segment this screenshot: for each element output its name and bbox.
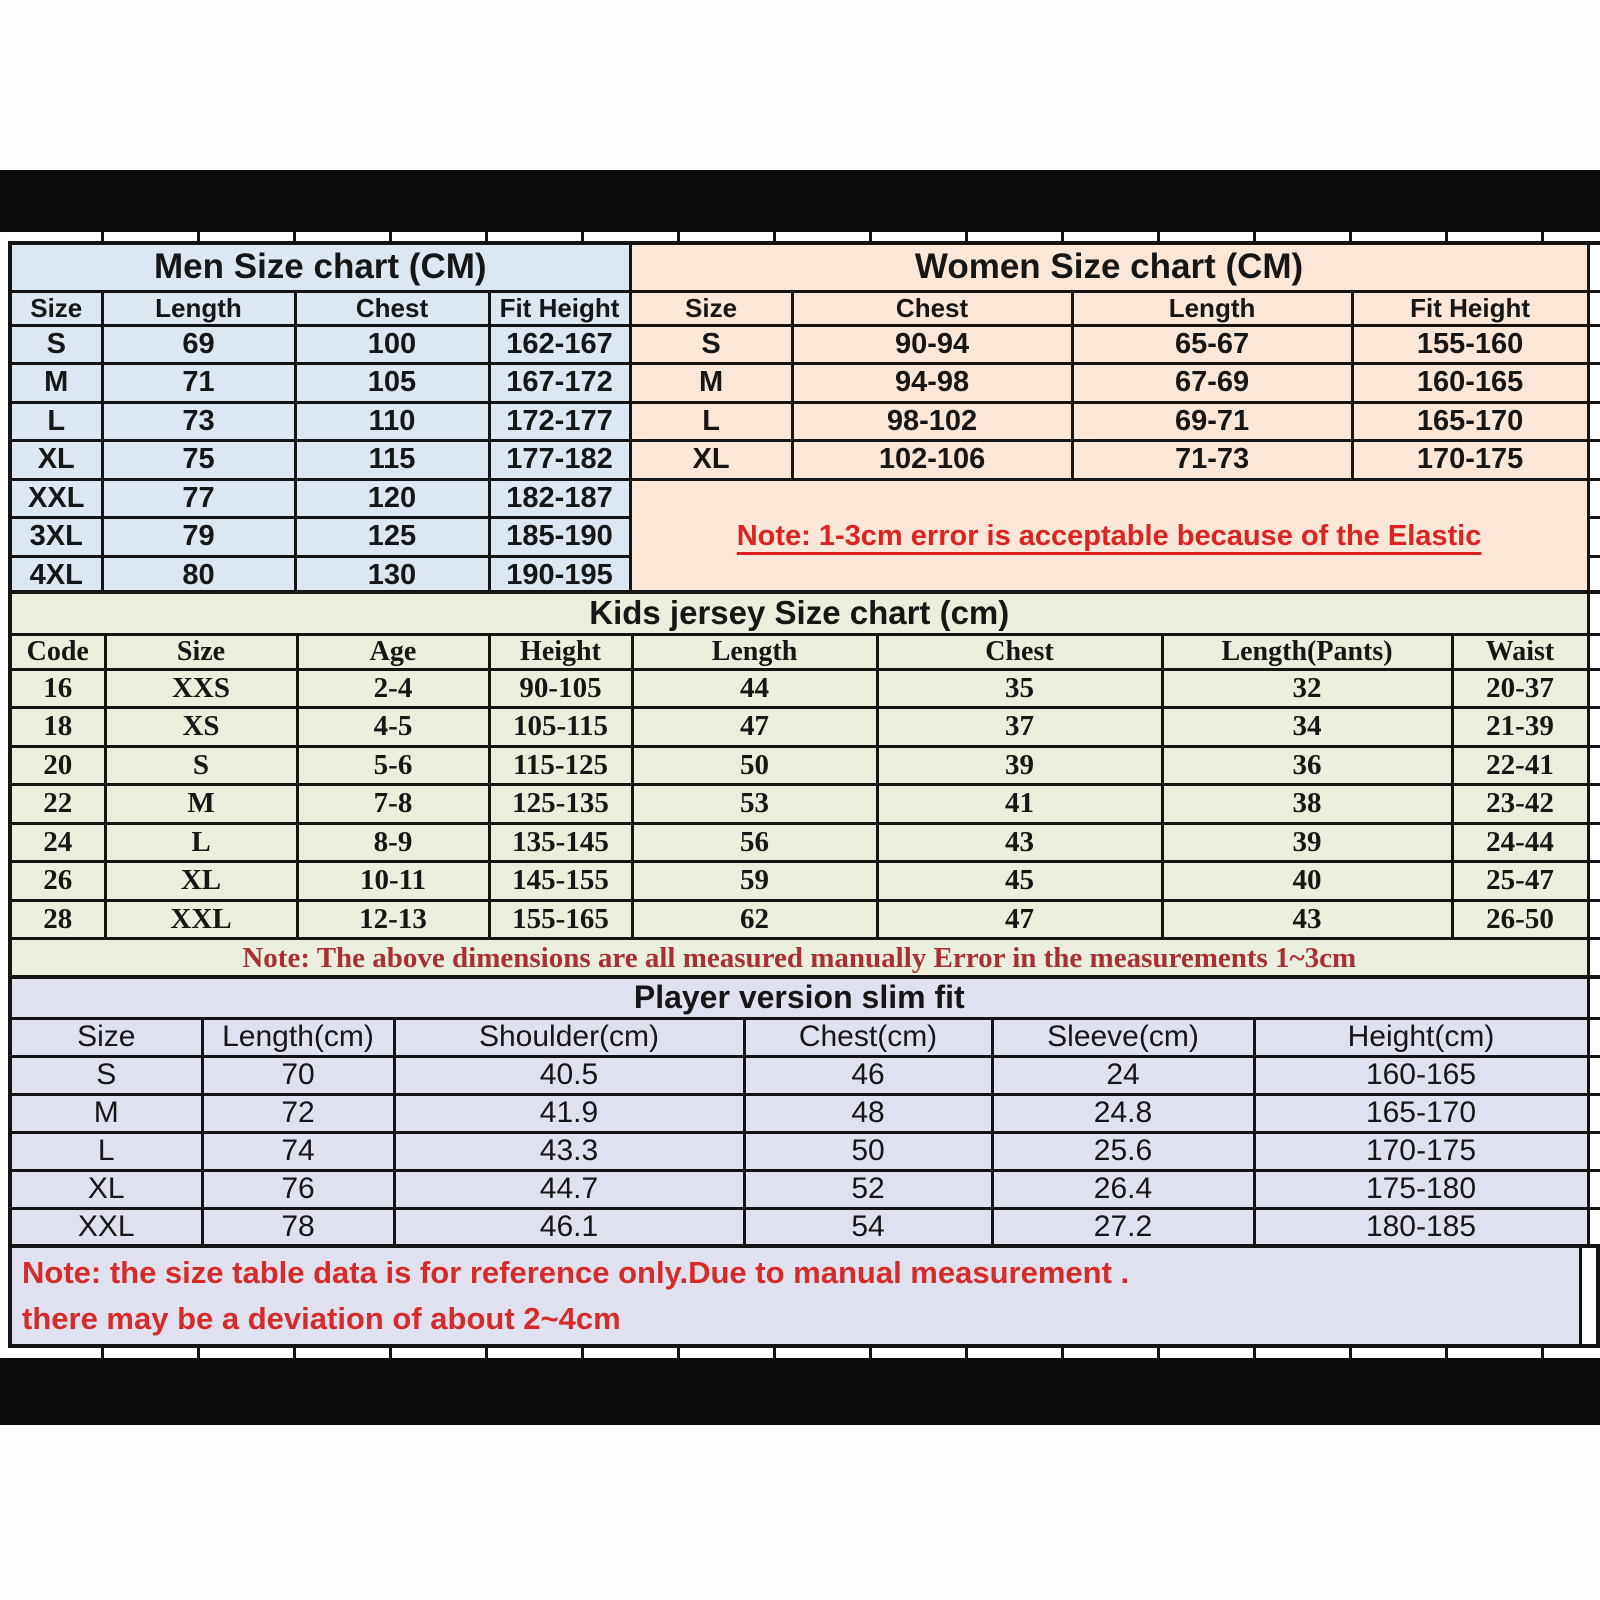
table-row: [10, 1132, 1600, 1170]
table-cell: 16: [10, 669, 105, 708]
table-cell: 102-106: [792, 441, 1072, 480]
table-cell: 47: [877, 900, 1162, 939]
table-cell: L: [10, 1132, 202, 1170]
table-cell: M: [10, 364, 102, 403]
table-cell: 167-172: [489, 364, 630, 403]
footer-note-line2: there may be a deviation of about 2~4cm: [22, 1301, 621, 1336]
table-cell: 44: [632, 669, 877, 708]
table-cell: 59: [632, 862, 877, 901]
table-cell: 65-67: [1072, 325, 1352, 364]
edge-sliver-cell: [1588, 1132, 1600, 1170]
table-cell: 54: [744, 1208, 992, 1246]
table-cell: 26.4: [992, 1170, 1254, 1208]
table-cell: L: [10, 402, 102, 441]
table-cell: Length: [102, 291, 295, 325]
edge-sliver-cell: [1588, 402, 1600, 441]
footer-note-block: [8, 1244, 1600, 1348]
table-row: [10, 325, 1600, 364]
table-cell: 120: [295, 479, 489, 518]
table-row: [10, 243, 1600, 291]
table-cell: Chest: [877, 634, 1162, 669]
edge-sliver-cell: [1588, 518, 1600, 557]
edge-sliver-cell: [1588, 669, 1600, 708]
table-cell: 165-170: [1254, 1094, 1588, 1132]
table-cell: 130: [295, 556, 489, 595]
player-table-title: Player version slim fit: [10, 977, 1588, 1018]
table-cell: 26-50: [1452, 900, 1588, 939]
table-row: [10, 1094, 1600, 1132]
table-row: [10, 634, 1600, 669]
table-cell: 165-170: [1352, 402, 1588, 441]
table-cell: L: [105, 823, 297, 862]
table-row: [10, 364, 1600, 403]
table-cell: 115: [295, 441, 489, 480]
table-cell: 7-8: [297, 785, 489, 824]
table-cell: 71: [102, 364, 295, 403]
table-cell: 72: [202, 1094, 394, 1132]
table-cell: 32: [1162, 669, 1452, 708]
table-cell: 67-69: [1072, 364, 1352, 403]
table-cell: 90-94: [792, 325, 1072, 364]
table-cell: 162-167: [489, 325, 630, 364]
edge-sliver-cell: [1588, 977, 1600, 1018]
table-cell: Fit Height: [489, 291, 630, 325]
table-cell: Code: [10, 634, 105, 669]
table-cell: 36: [1162, 746, 1452, 785]
table-cell: 77: [102, 479, 295, 518]
kids-note: Note: The above dimensions are all measured manually Error in the measurements 1~3cm: [10, 939, 1588, 979]
table-cell: 41: [877, 785, 1162, 824]
table-row: [10, 1208, 1600, 1246]
table-cell: 22-41: [1452, 746, 1588, 785]
table-cell: XXL: [105, 900, 297, 939]
edge-sliver-cell: [1588, 862, 1600, 901]
women-note: Note: 1-3cm error is acceptable because of the Elastic: [630, 479, 1588, 595]
table-row: [10, 1018, 1600, 1056]
table-cell: 39: [877, 746, 1162, 785]
table-cell: 47: [632, 708, 877, 747]
table-cell: 37: [877, 708, 1162, 747]
table-cell: Sleeve(cm): [992, 1018, 1254, 1056]
table-cell: 22: [10, 785, 105, 824]
table-cell: M: [105, 785, 297, 824]
table-cell: Waist: [1452, 634, 1588, 669]
table-cell: 71-73: [1072, 441, 1352, 480]
table-cell: XS: [105, 708, 297, 747]
table-cell: Shoulder(cm): [394, 1018, 744, 1056]
table-cell: 79: [102, 518, 295, 557]
table-cell: 70: [202, 1056, 394, 1094]
edge-sliver-cell: [1588, 823, 1600, 862]
table-cell: 4-5: [297, 708, 489, 747]
men-table-title: Men Size chart (CM): [10, 243, 630, 291]
table-cell: 135-145: [489, 823, 632, 862]
edge-sliver-cell: [1588, 556, 1600, 595]
table-cell: 69: [102, 325, 295, 364]
table-cell: 34: [1162, 708, 1452, 747]
table-cell: 46: [744, 1056, 992, 1094]
table-cell: 38: [1162, 785, 1452, 824]
footer-note-line1: Note: the size table data is for reference only.Due to manual measurement .: [22, 1255, 1130, 1290]
table-cell: 73: [102, 402, 295, 441]
table-cell: 20-37: [1452, 669, 1588, 708]
table-row: [10, 669, 1600, 708]
table-cell: L: [630, 402, 792, 441]
table-row: [10, 708, 1600, 747]
table-row: [10, 746, 1600, 785]
edge-sliver-cell: [1588, 291, 1600, 325]
table-row: [10, 1056, 1600, 1094]
table-cell: 4XL: [10, 556, 102, 595]
player-version-table: [8, 975, 1600, 1248]
edge-sliver-cell: [1588, 1056, 1600, 1094]
table-cell: 24: [10, 823, 105, 862]
table-cell: 115-125: [489, 746, 632, 785]
table-cell: 125: [295, 518, 489, 557]
table-cell: S: [10, 325, 102, 364]
table-cell: 172-177: [489, 402, 630, 441]
table-cell: 50: [744, 1132, 992, 1170]
edge-sliver-cell: [1588, 1170, 1600, 1208]
edge-sliver-cell: [1588, 708, 1600, 747]
table-cell: 125-135: [489, 785, 632, 824]
table-row: [10, 479, 1600, 518]
table-cell: 40: [1162, 862, 1452, 901]
edge-sliver-cell: [1588, 325, 1600, 364]
table-cell: Height: [489, 634, 632, 669]
table-cell: Size: [105, 634, 297, 669]
footer-note-text: [12, 1248, 1582, 1344]
table-cell: 80: [102, 556, 295, 595]
table-cell: S: [105, 746, 297, 785]
table-cell: 56: [632, 823, 877, 862]
edge-sliver-cell: [1588, 900, 1600, 939]
table-cell: XL: [10, 1170, 202, 1208]
table-cell: 2-4: [297, 669, 489, 708]
table-row: [10, 592, 1600, 634]
table-cell: Size: [10, 291, 102, 325]
table-row: [10, 977, 1600, 1018]
table-cell: Chest: [295, 291, 489, 325]
table-row: [10, 862, 1600, 901]
table-cell: 69-71: [1072, 402, 1352, 441]
table-cell: 25.6: [992, 1132, 1254, 1170]
table-row: [10, 402, 1600, 441]
edge-sliver-cell: [1588, 592, 1600, 634]
table-cell: 175-180: [1254, 1170, 1588, 1208]
table-cell: XXS: [105, 669, 297, 708]
table-cell: 20: [10, 746, 105, 785]
table-cell: 170-175: [1352, 441, 1588, 480]
table-cell: Size: [630, 291, 792, 325]
table-row: [10, 939, 1600, 979]
table-cell: Length(Pants): [1162, 634, 1452, 669]
table-cell: XXL: [10, 479, 102, 518]
table-cell: M: [630, 364, 792, 403]
edge-sliver-cell: [1588, 939, 1600, 979]
table-cell: 24-44: [1452, 823, 1588, 862]
table-cell: 94-98: [792, 364, 1072, 403]
table-row: [10, 785, 1600, 824]
table-cell: 170-175: [1254, 1132, 1588, 1170]
edge-sliver-cell: [1588, 1018, 1600, 1056]
table-cell: 3XL: [10, 518, 102, 557]
table-row: [10, 1170, 1600, 1208]
table-cell: 145-155: [489, 862, 632, 901]
edge-sliver-cell: [1588, 243, 1600, 291]
table-cell: 155-160: [1352, 325, 1588, 364]
table-cell: 43: [877, 823, 1162, 862]
edge-sliver-cell: [1588, 746, 1600, 785]
table-cell: 28: [10, 900, 105, 939]
table-cell: 41.9: [394, 1094, 744, 1132]
edge-sliver-cell: [1588, 634, 1600, 669]
table-cell: 52: [744, 1170, 992, 1208]
table-cell: S: [630, 325, 792, 364]
table-cell: XXL: [10, 1208, 202, 1246]
edge-sliver-cell: [1588, 441, 1600, 480]
table-cell: Size: [10, 1018, 202, 1056]
table-cell: 53: [632, 785, 877, 824]
table-cell: 177-182: [489, 441, 630, 480]
edge-sliver-cell: [1588, 1208, 1600, 1246]
table-cell: 182-187: [489, 479, 630, 518]
edge-sliver-cell: [1588, 479, 1600, 518]
table-cell: 100: [295, 325, 489, 364]
table-cell: 25-47: [1452, 862, 1588, 901]
table-row: [10, 441, 1600, 480]
table-cell: 26: [10, 862, 105, 901]
table-cell: 105-115: [489, 708, 632, 747]
table-cell: Length: [632, 634, 877, 669]
table-cell: 76: [202, 1170, 394, 1208]
table-cell: 48: [744, 1094, 992, 1132]
table-cell: 12-13: [297, 900, 489, 939]
table-cell: 75: [102, 441, 295, 480]
edge-sliver-cell: [1588, 1094, 1600, 1132]
table-cell: 190-195: [489, 556, 630, 595]
men-women-size-table: [8, 241, 1600, 597]
table-cell: XL: [630, 441, 792, 480]
women-table-title: Women Size chart (CM): [630, 243, 1588, 291]
table-cell: Age: [297, 634, 489, 669]
edge-sliver-cell: [1588, 364, 1600, 403]
table-cell: 39: [1162, 823, 1452, 862]
table-cell: 46.1: [394, 1208, 744, 1246]
table-cell: 43.3: [394, 1132, 744, 1170]
bottom-black-bar: [0, 1358, 1600, 1425]
table-cell: 10-11: [297, 862, 489, 901]
table-row: [10, 823, 1600, 862]
top-spreadsheet-strip: [8, 232, 1600, 241]
table-cell: 21-39: [1452, 708, 1588, 747]
table-row: [10, 900, 1600, 939]
table-cell: XL: [10, 441, 102, 480]
table-cell: 5-6: [297, 746, 489, 785]
table-cell: 74: [202, 1132, 394, 1170]
table-cell: XL: [105, 862, 297, 901]
table-cell: 43: [1162, 900, 1452, 939]
table-cell: 160-165: [1254, 1056, 1588, 1094]
table-cell: 160-165: [1352, 364, 1588, 403]
table-cell: Height(cm): [1254, 1018, 1588, 1056]
table-cell: 8-9: [297, 823, 489, 862]
table-cell: 90-105: [489, 669, 632, 708]
table-cell: M: [10, 1094, 202, 1132]
edge-sliver-cell: [1582, 1248, 1596, 1344]
table-cell: 35: [877, 669, 1162, 708]
table-cell: Length: [1072, 291, 1352, 325]
table-cell: Chest: [792, 291, 1072, 325]
table-cell: 110: [295, 402, 489, 441]
table-cell: 180-185: [1254, 1208, 1588, 1246]
table-cell: 185-190: [489, 518, 630, 557]
table-cell: 23-42: [1452, 785, 1588, 824]
kids-table-title: Kids jersey Size chart (cm): [10, 592, 1588, 634]
table-cell: Fit Height: [1352, 291, 1588, 325]
table-cell: S: [10, 1056, 202, 1094]
table-cell: 50: [632, 746, 877, 785]
table-cell: Length(cm): [202, 1018, 394, 1056]
edge-sliver-cell: [1588, 785, 1600, 824]
table-cell: 78: [202, 1208, 394, 1246]
table-cell: Chest(cm): [744, 1018, 992, 1056]
bottom-spreadsheet-strip: [8, 1348, 1600, 1358]
top-black-bar: [0, 170, 1600, 232]
table-cell: 40.5: [394, 1056, 744, 1094]
table-cell: 27.2: [992, 1208, 1254, 1246]
table-cell: 24.8: [992, 1094, 1254, 1132]
table-cell: 155-165: [489, 900, 632, 939]
kids-size-table: [8, 590, 1600, 981]
table-cell: 24: [992, 1056, 1254, 1094]
table-cell: 62: [632, 900, 877, 939]
table-cell: 44.7: [394, 1170, 744, 1208]
table-cell: 18: [10, 708, 105, 747]
table-cell: 105: [295, 364, 489, 403]
table-row: [10, 291, 1600, 325]
table-cell: 45: [877, 862, 1162, 901]
table-cell: 98-102: [792, 402, 1072, 441]
